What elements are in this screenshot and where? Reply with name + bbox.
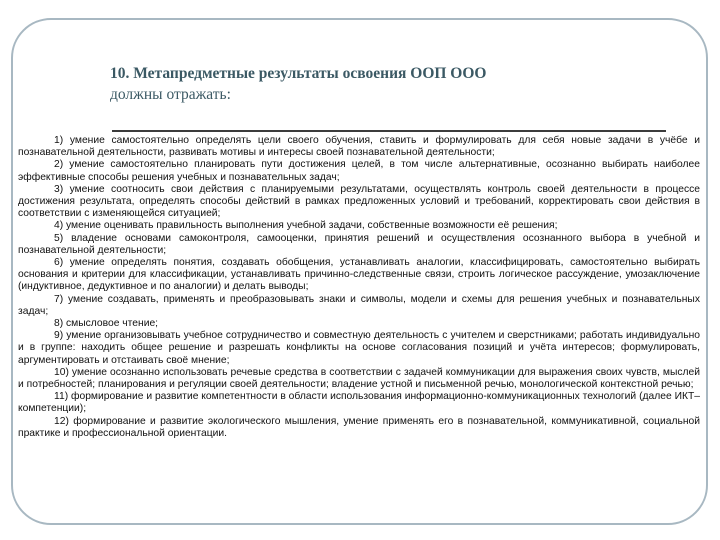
list-item: 10) умение осознанно использовать речевые средства в соответствии с задачей коммуникации для выражения своих чувств, мыслей и потребностей; планирования и регуляции своей деятельности; владение устной и письменной речью, монологической контекстной речью; bbox=[18, 366, 700, 391]
list-item: 6) умение определять понятия, создавать обобщения, устанавливать аналогии, классифицировать, самостоятельно выбирать основания и критерии для классификации, устанавливать причинно-следственные связи, строить логическое рассуждение, умозаключение (индуктивное, дедуктивное и по аналогии) и делать выводы; bbox=[18, 257, 700, 293]
list-item: 8) смысловое чтение; bbox=[54, 318, 159, 330]
list-item: 3) умение соотносить свои действия с планируемыми результатами, осуществлять контроль своей деятельности в процессе достижения результата, определять способы действий в рамках предложенных условий и требований, корректировать свои действия в соответствии с изменяющейся ситуацией; bbox=[18, 183, 700, 220]
list-item: 11) формирование и развитие компетентности в области использования информационно-коммуникационных технологий (далее ИКТ– компетенции); bbox=[18, 391, 700, 415]
list-item: 7) умение создавать, применять и преобразовывать знаки и символы, модели и схемы для решения учебных и познавательных задач; bbox=[18, 293, 700, 317]
list-item: 12) формирование и развитие экологического мышления, умение применять его в познавательной, коммуникативной, социальной практике и профессиональной ориентации. bbox=[18, 415, 700, 439]
list-item: 4) умение оценивать правильность выполнения учебной задачи, собственные возможности её решения; bbox=[54, 220, 558, 232]
list-item: 5) владение основами самоконтроля, самооценки, принятия решений и осуществления осознанного выбора в учебной и познавательной деятельности; bbox=[18, 232, 700, 256]
list-item: 1) умение самостоятельно определять цели своего обучения, ставить и формулировать для себя новые задачи в учёбе и познавательной деятельности, развивать мотивы и интересы своей познавательной деятельности; bbox=[18, 135, 700, 159]
title-divider bbox=[112, 130, 666, 132]
slide-title-line2: должны отражать: bbox=[110, 86, 231, 103]
slide-title bbox=[110, 63, 670, 105]
requirements-list bbox=[18, 135, 700, 440]
slide-title-line1: 10. Метапредметные результаты освоения ООП ООО bbox=[110, 65, 487, 82]
list-item: 2) умение самостоятельно планировать пути достижения целей, в том числе альтернативные, осознанно выбирать наиболее эффективные способы решения учебных и познавательных задач; bbox=[18, 159, 700, 183]
list-item: 9) умение организовывать учебное сотрудничество и совместную деятельность с учителем и сверстниками; работать индивидуально и в группе: находить общее решение и разрешать конфликты на основе согласования позиций и учёта интересов; формулировать, аргументировать и отстаивать своё мнение; bbox=[18, 330, 700, 366]
